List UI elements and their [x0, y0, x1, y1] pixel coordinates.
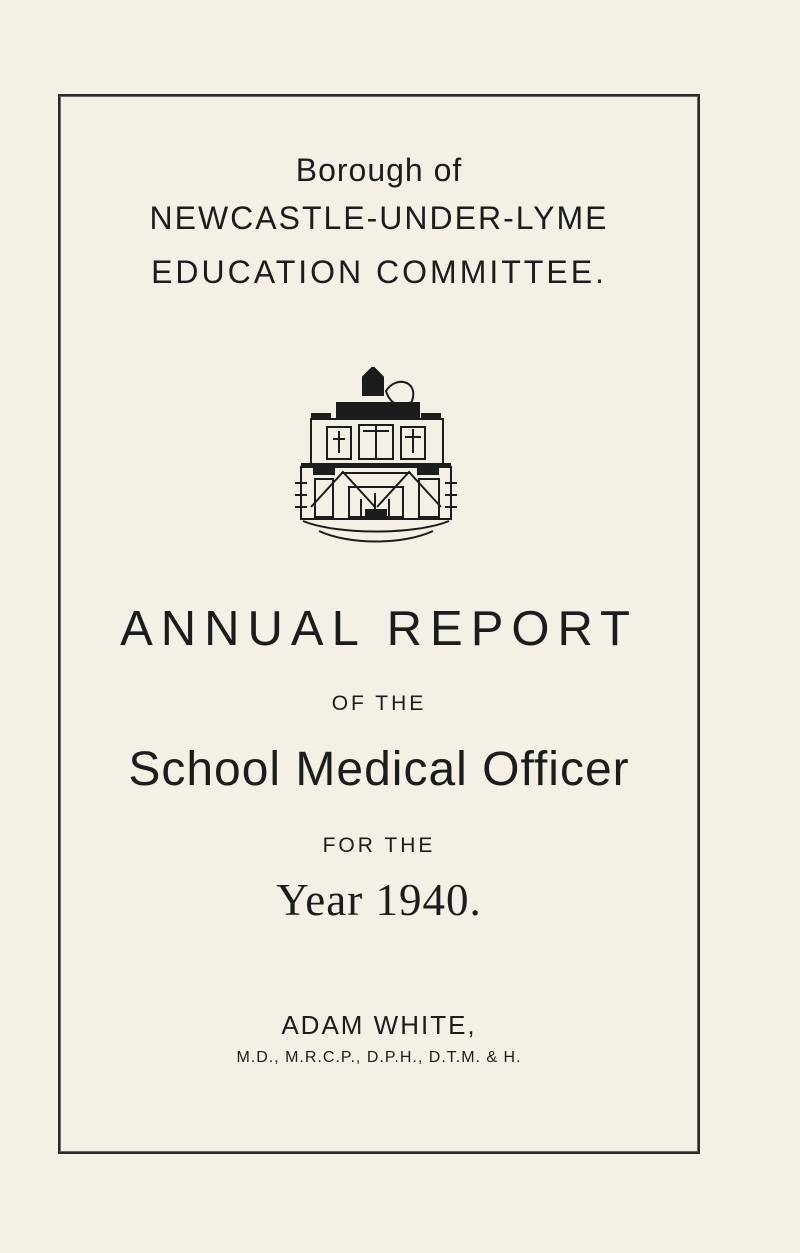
- annual-report-title: ANNUAL REPORT: [120, 602, 638, 656]
- town-name: NEWCASTLE-UNDER-LYME: [149, 200, 609, 236]
- author-name: ADAM WHITE,: [281, 1010, 477, 1040]
- borough-crest-icon: [293, 367, 459, 549]
- of-the-label: OF THE: [331, 692, 427, 715]
- report-year: Year 1940.: [276, 875, 482, 925]
- for-the-label: FOR THE: [322, 834, 436, 857]
- school-medical-officer-title: School Medical Officer: [128, 743, 630, 796]
- borough-line: Borough of: [295, 152, 463, 188]
- committee-name: EDUCATION COMMITTEE.: [151, 254, 607, 290]
- author-degrees: M.D., M.R.C.P., D.P.H., D.T.M. & H.: [236, 1049, 522, 1066]
